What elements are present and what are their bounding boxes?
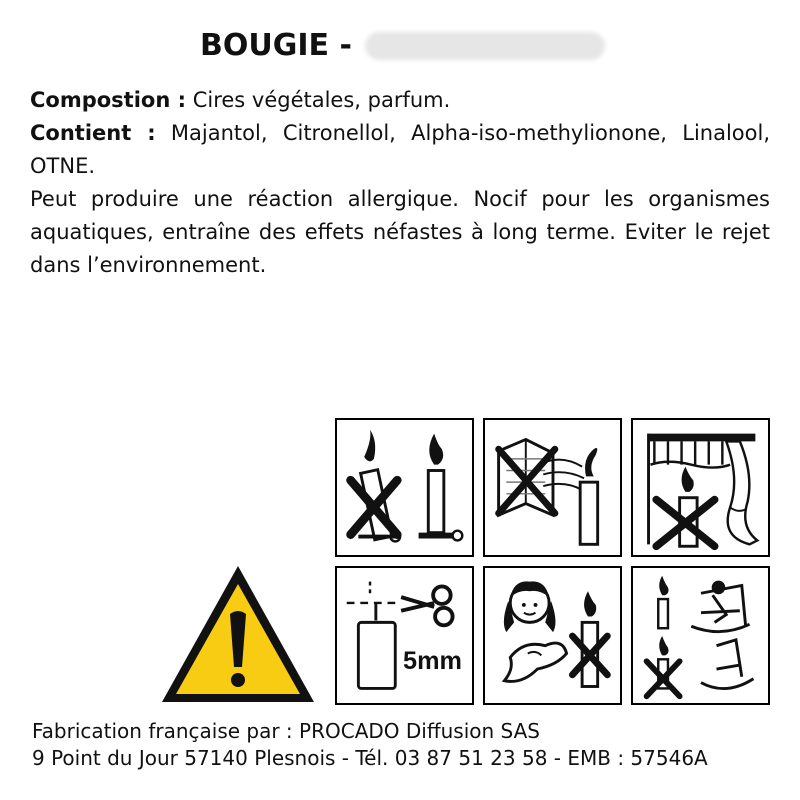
composition-line [30,84,770,117]
safety-pictogram-grid [335,418,770,708]
candle-icon [582,591,598,686]
keep-upright-pictogram [335,418,474,557]
warning-triangle-icon [158,562,318,707]
curtain-icon [649,434,758,545]
keep-away-from-curtains-pictogram [631,418,770,557]
keep-away-from-children-pets-pictogram [483,566,622,705]
manufacturer-info [32,718,782,772]
candle-body-icon [358,622,395,688]
smoking-candle-icon [580,448,597,544]
composition-value: Cires végétales, parfum. [186,88,451,112]
scissors-icon [401,586,452,625]
contains-value: Majantol, Citronellol, Alpha-iso-methylionone, Linalool, OTNE. [30,121,771,178]
never-leave-unattended-pictogram [631,566,770,705]
address-line: 9 Point du Jour 57140 Plesnois - Tél. 03 87 51 23 58 - EMB : 57546A [32,746,708,770]
manufacturer-line: Fabrication française par : PROCADO Diffusion SAS [32,719,540,743]
title-text: BOUGIE - [200,28,352,63]
empty-rocking-chair-icon [701,640,753,689]
pet-icon [504,643,566,681]
contains-line [30,117,770,183]
hazard-statement: Peut produire une réaction allergique. Nocif pour les organismes aquatiques, entraîne des effets néfastes à long terme. Eviter le rejet dans l’environnement. [30,187,770,277]
ingredient-block [30,84,770,282]
trim-wick-pictogram [335,566,474,705]
child-icon [504,581,556,632]
contains-label: Contient : [30,121,156,145]
composition-label: Compostion : [30,88,187,112]
upright-candle-icon [419,434,463,541]
dashed-cut-line-icon [347,582,398,603]
candle-with-person-icon [658,576,749,632]
wick-length-label: 5mm [403,647,462,676]
redacted-product-name [365,32,605,60]
product-title [200,28,352,63]
no-draft-pictogram [483,418,622,557]
